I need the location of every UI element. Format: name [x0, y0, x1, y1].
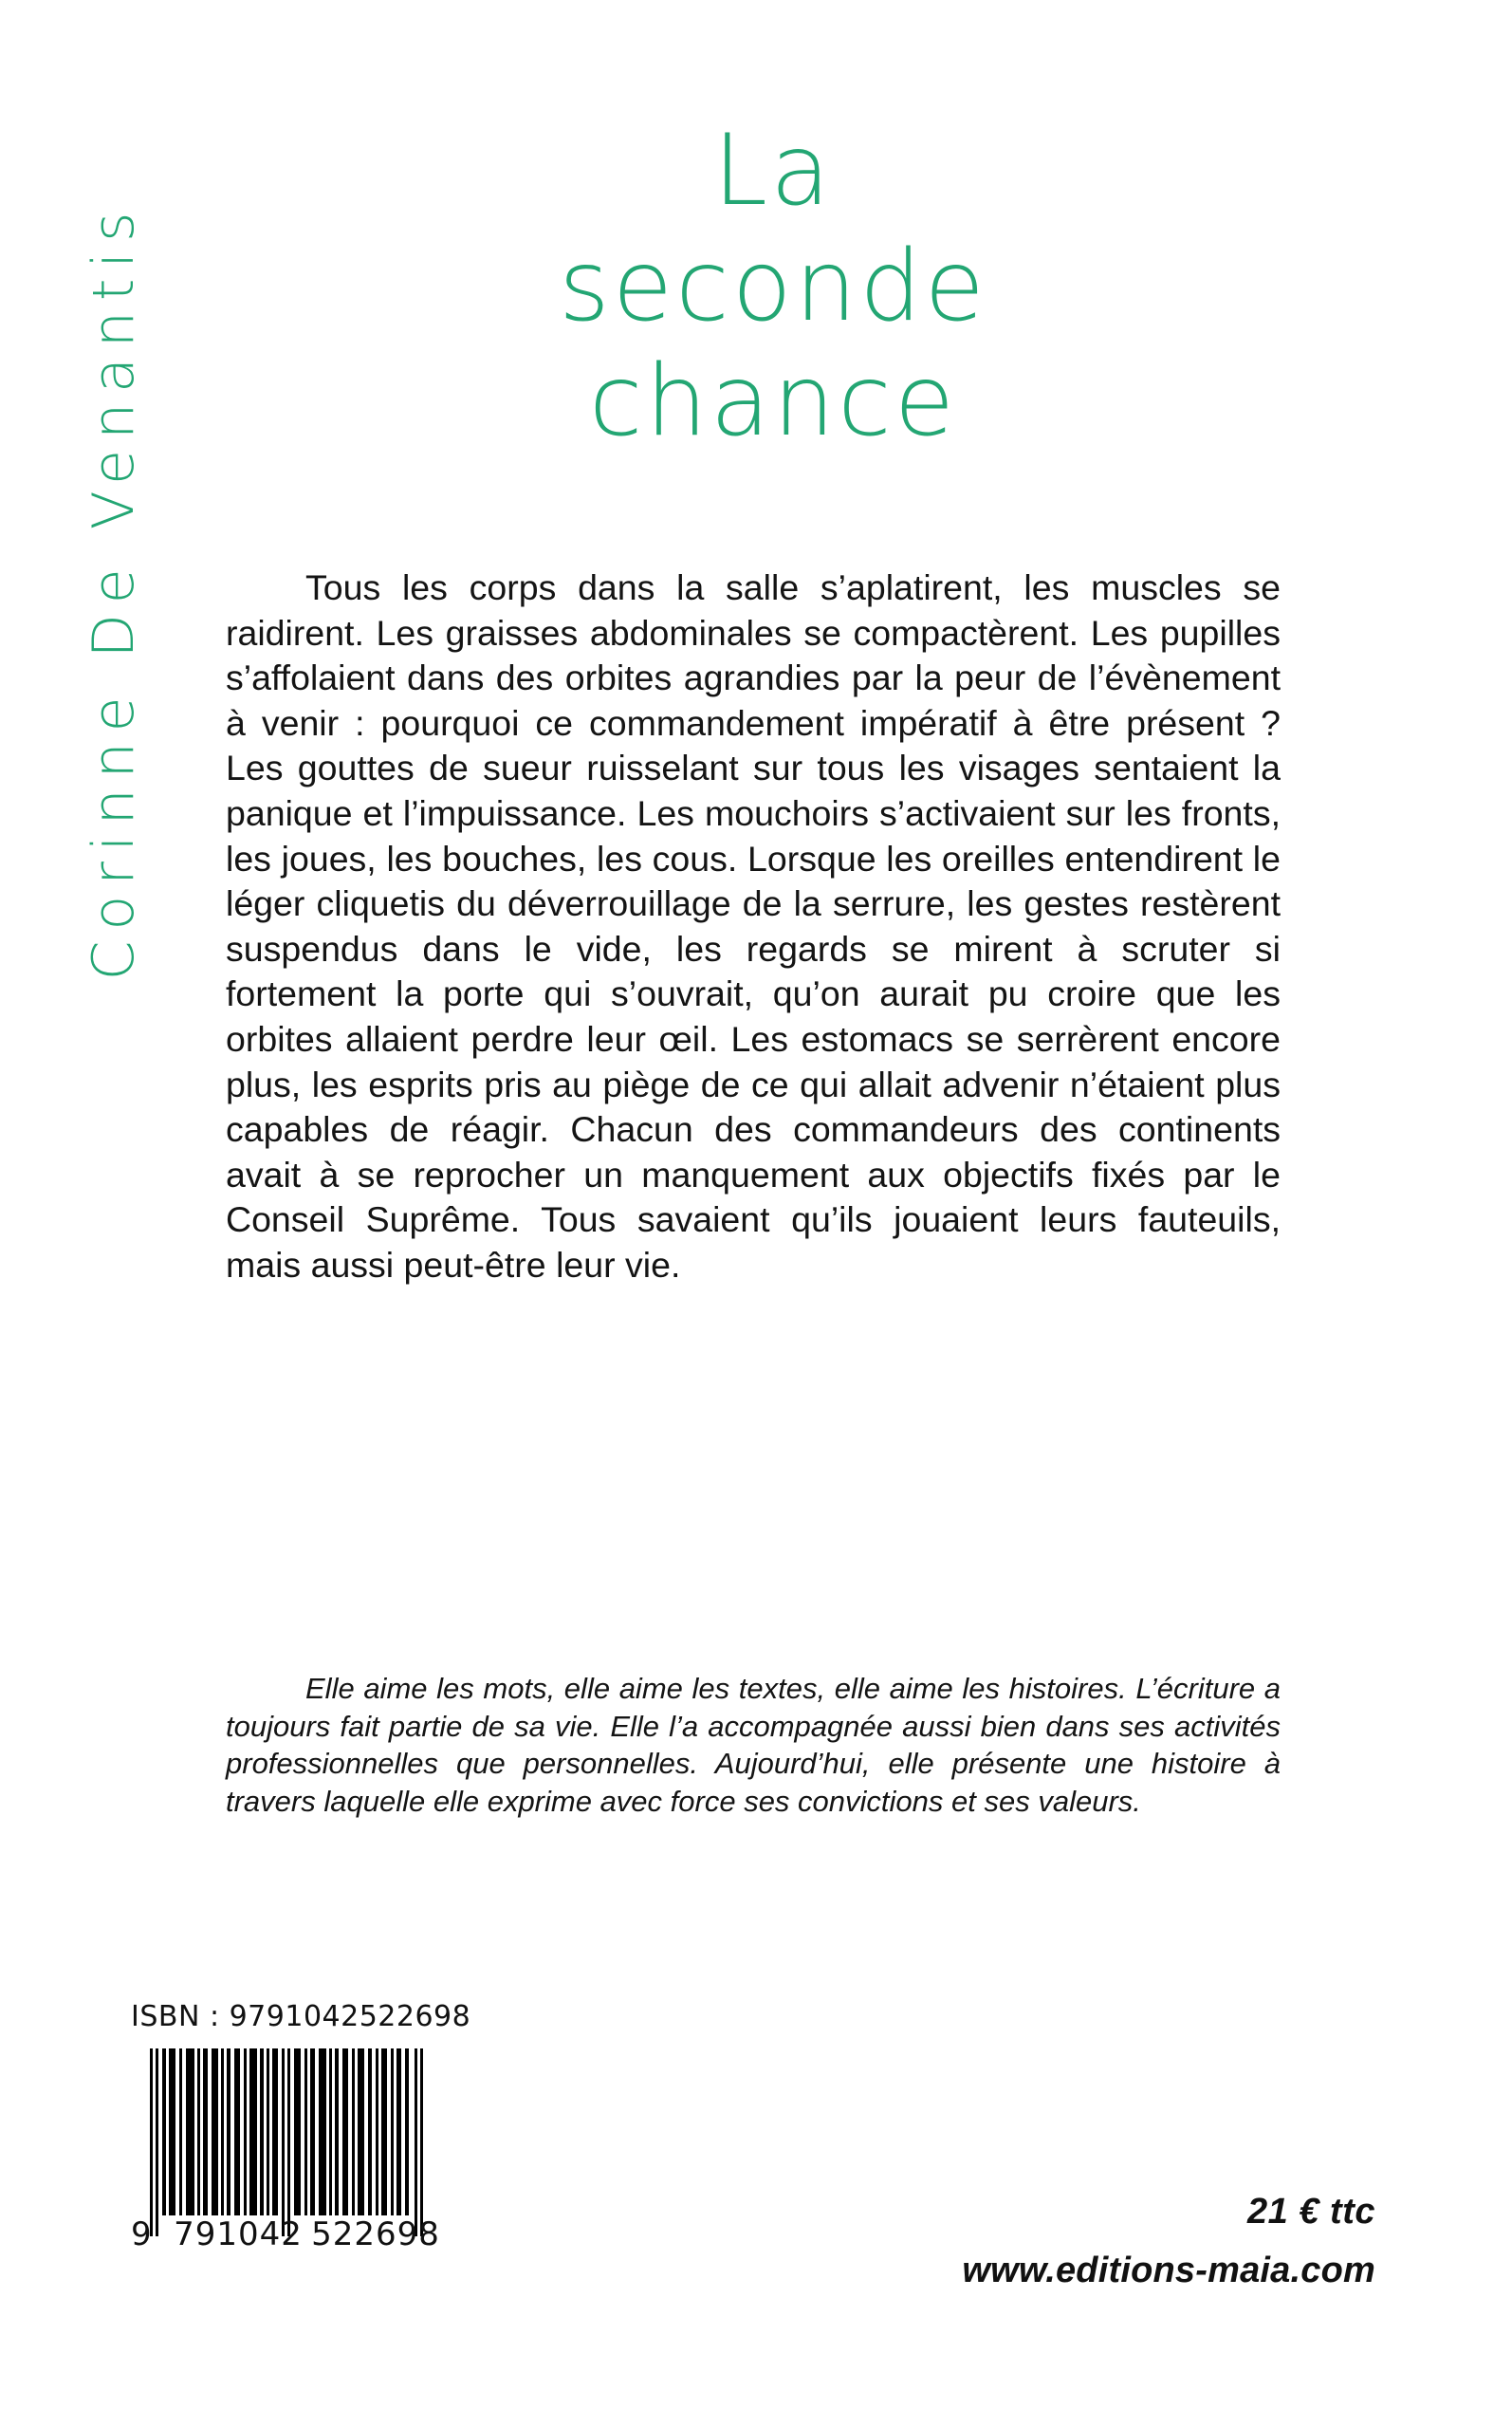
- barcode: [131, 2045, 444, 2265]
- title-line-3: chance: [588, 344, 958, 459]
- barcode-digits-right: 522698: [311, 2215, 440, 2253]
- book-title: [237, 114, 1309, 460]
- author-bio-paragraph: Elle aime les mots, elle aime les textes, elle aime les histoires. L’écriture a toujours fait partie de sa vie. Elle l’a accompagnée aussi bien dans ses activités professionnelles que personnelles. Aujourd’hui, elle présente une histoire à travers laquelle elle exprime avec force ses convictions et ses valeurs.: [226, 1672, 1281, 1818]
- price-label: 21 € ttc: [1247, 2192, 1375, 2232]
- publisher-block: [962, 2190, 1375, 2293]
- barcode-digit-prefix: 9: [131, 2215, 153, 2253]
- title-line-1: La: [712, 114, 834, 228]
- isbn-block: [131, 2000, 529, 2265]
- barcode-digits: [131, 2214, 444, 2255]
- barcode-digits-left: 791042: [174, 2215, 303, 2253]
- isbn-label: ISBN : 9791042522698: [131, 2000, 471, 2033]
- blurb-paragraph: Tous les corps dans la salle s’aplatirent, les muscles se raidirent. Les graisses abdominales se compactèrent. Les pupilles s’affolaient dans des orbites agrandies par la peur de l’évènement à venir : pourquoi ce commandement impératif à être présent ? Les gouttes de sueur ruisselant sur tous les visages sentaient la panique et l’impuissance. Les mouchoirs s’activaient sur les fronts, les joues, les bouches, les cous. Lorsque les oreilles entendirent le léger cliquetis du déverrouillage de la serrure, les gestes restèrent suspendus dans le vide, les regards se mirent à scruter si fortement la porte qui s’ouvrait, qu’on aurait pu croire que les orbites allaient perdre leur œil. Les estomacs se serrèrent encore plus, les esprits pris au piège de ce qui allait advenir n’étaient plus capables de réagir. Chacun des commandeurs des continents avait à se reprocher un manquement aux objectifs fixés par le Conseil Suprême. Tous savaient qu’ils jouaient leurs fauteuils, mais aussi peut-être leur vie.: [226, 567, 1281, 1285]
- publisher-website[interactable]: www.editions-maia.com: [962, 2250, 1375, 2290]
- author-name: Corinne De Venantis: [81, 201, 147, 981]
- title-line-2: seconde: [559, 229, 987, 343]
